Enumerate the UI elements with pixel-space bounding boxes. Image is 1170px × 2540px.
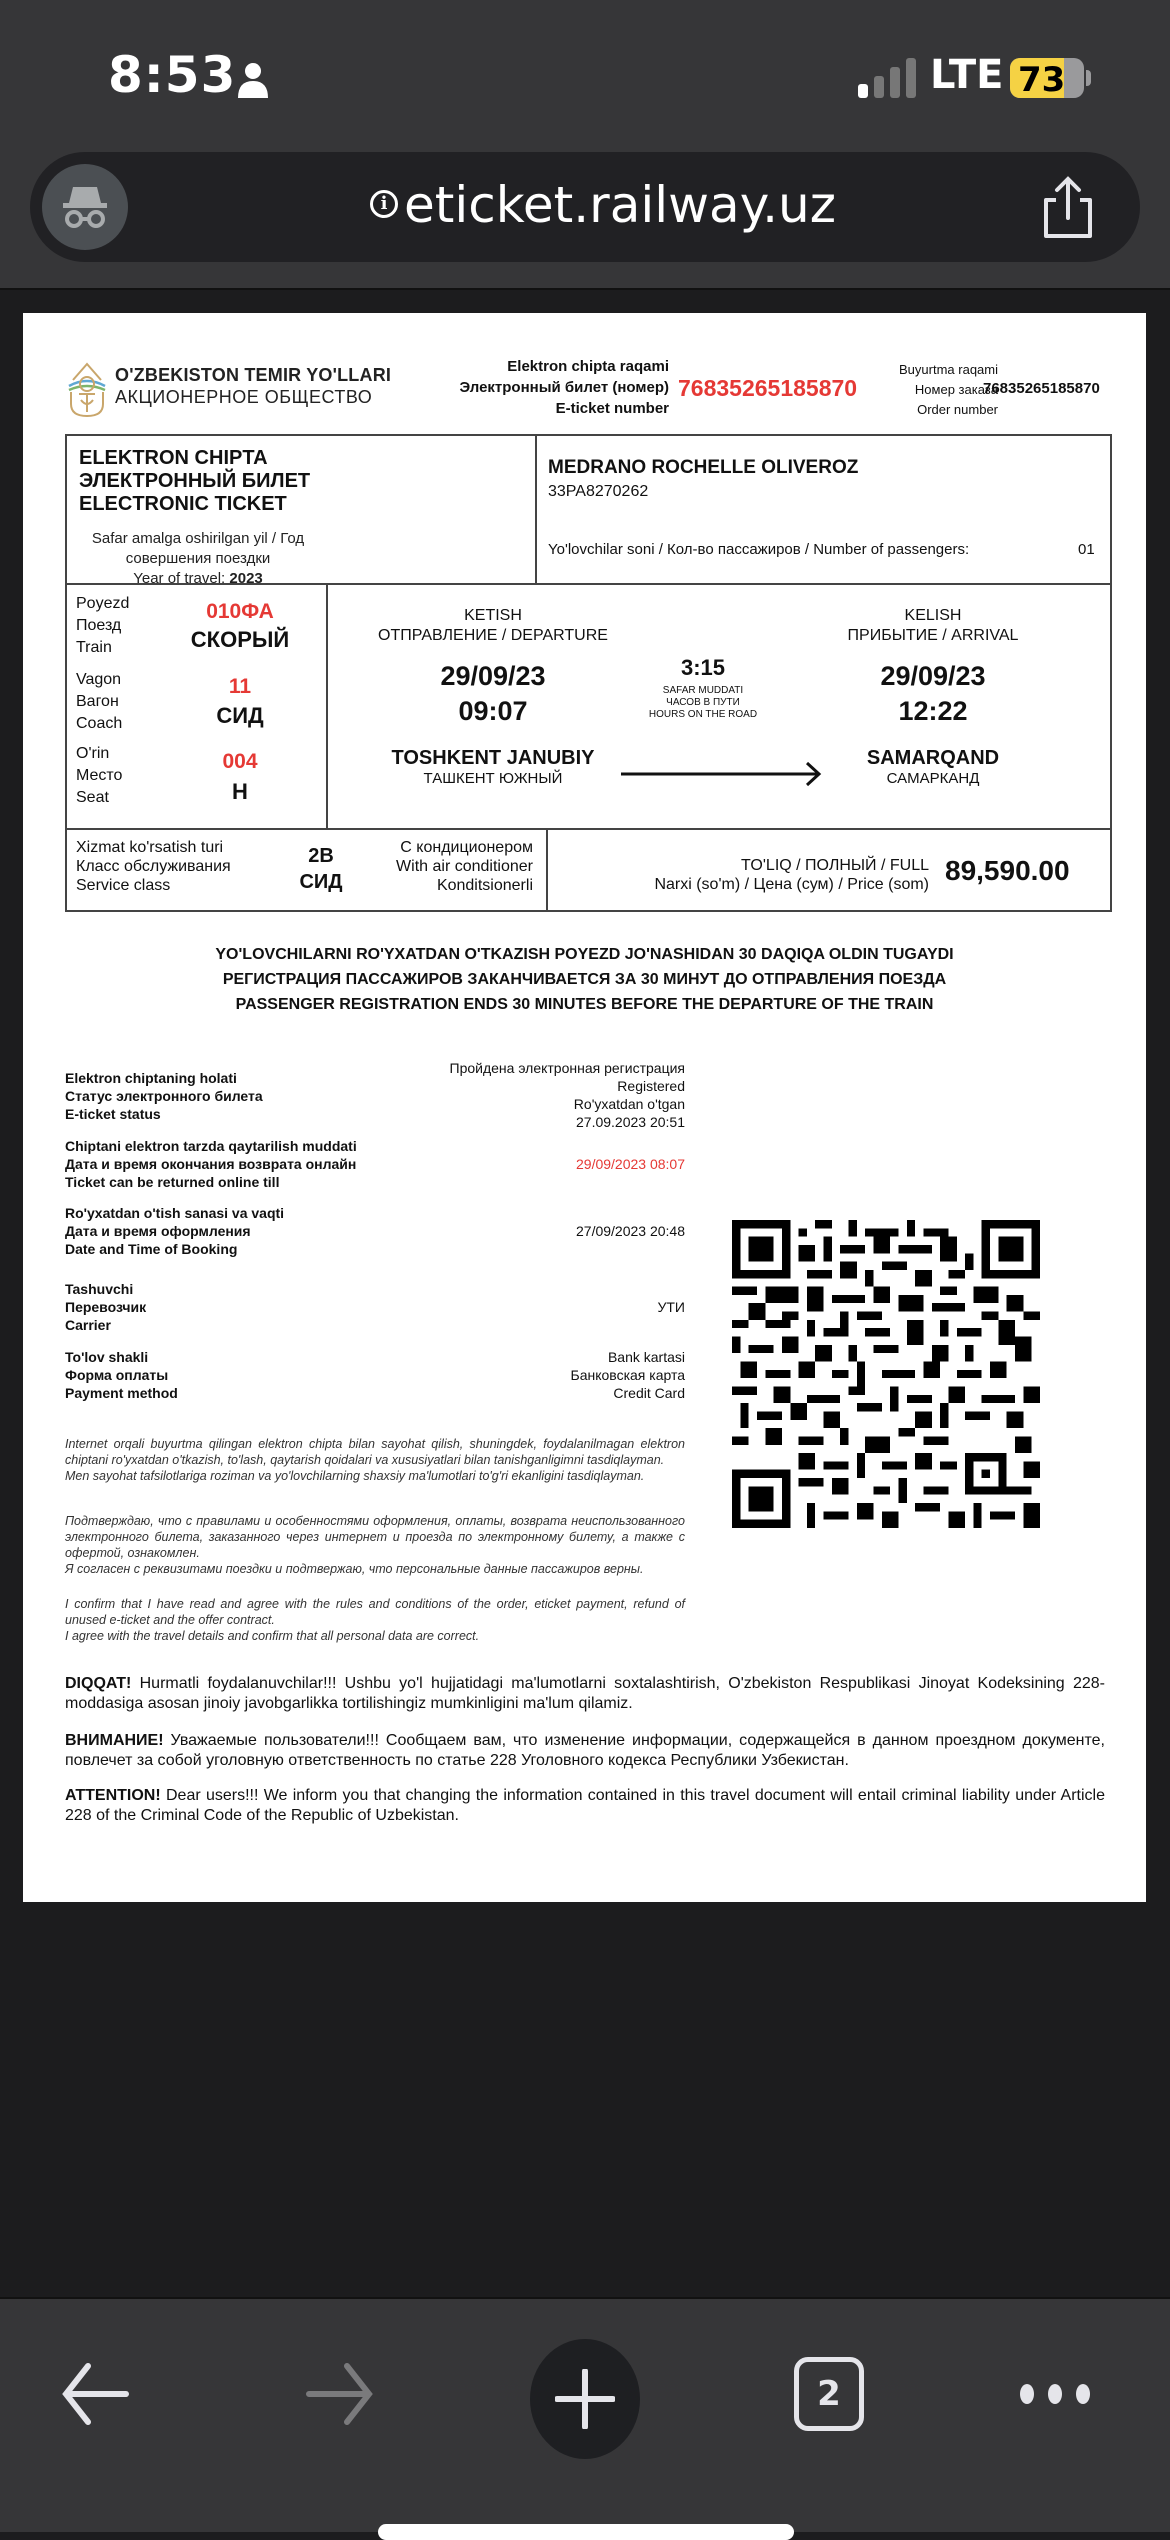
forward-arrow-icon	[305, 2362, 375, 2426]
route-arrow-icon	[619, 759, 823, 789]
status-time: 8:53	[108, 46, 237, 104]
passengers-count: 01	[1078, 541, 1095, 558]
arrival-head-uz: KELISH	[904, 607, 962, 624]
passenger-name: MEDRANO ROCHELLE OLIVEROZ	[548, 457, 859, 478]
departure-block	[353, 606, 633, 787]
departure-date: 29/09/23	[440, 661, 546, 691]
coach-type: СИД	[216, 703, 264, 728]
info-icon[interactable]: i	[370, 190, 398, 218]
departure-time: 09:07	[458, 696, 528, 726]
year-label: Safar amalga oshirilgan yil / Год совершения поездки	[91, 530, 305, 567]
fare-type: TO'LIQ / ПОЛНЫЙ / FULL	[740, 857, 929, 874]
eticket-status-row: Elektron chiptaning holati Статус электронного билета E-ticket status Пройдена электронная регистрация Registered Ro'yxatdan o'tgan 27.09.2023 20:51	[65, 1060, 685, 1130]
incognito-icon[interactable]	[42, 164, 128, 250]
duration-label-uz: SAFAR MUDDATI	[662, 685, 744, 696]
label-en: E-ticket number	[555, 400, 669, 417]
price-value: 89,590.00	[945, 855, 1070, 886]
train-number: 010ФА	[206, 600, 274, 623]
coach-label: Vagon Вагон Coach	[76, 671, 123, 732]
refund-deadline-value: 29/09/2023 08:07	[576, 1156, 685, 1172]
arrival-head: ПРИБЫТИЕ / ARRIVAL	[847, 627, 1019, 644]
url-value: eticket.railway.uz	[404, 176, 836, 234]
forward-button[interactable]	[285, 2339, 395, 2449]
label-uz: Elektron chipta raqami	[507, 358, 669, 375]
eticket-document	[23, 313, 1146, 1902]
refund-deadline-row: Chiptani elektron tarzda qaytarilish muddati Дата и время окончания возврата онлайн Ticket can be returned online till 29/09/2023 08:07	[65, 1138, 685, 1190]
carrier-row: Tashuvchi Перевозчик Carrier УТИ	[65, 1281, 685, 1333]
seat-number: 004	[222, 750, 258, 773]
org-name: O'ZBEKISTON TEMIR YO'LLARI	[115, 365, 392, 385]
label-en: Order number	[917, 402, 998, 417]
train-label: Poyezd Поезд Train	[76, 595, 130, 656]
battery-tip	[1086, 70, 1091, 86]
tabs-count: 2	[817, 2374, 841, 2414]
year-of-travel	[63, 529, 333, 589]
service-class-value: 2В СИД	[299, 845, 343, 893]
legal-en: I confirm that I have read and agree with the rules and conditions of the order, eticket payment, refund of unused e-ticket and the offer contract. I agree with the travel details and confirm that all personal data are correct.	[65, 1597, 685, 1643]
warning-en: ATTENTION! Dear users!!! We inform you that changing the information contained in this travel document will entail criminal liability under Article 228 of the Criminal Code of the Republic of Uzbekistan.	[65, 1787, 1105, 1824]
org-subtitle: АКЦИОНЕРНОЕ ОБЩЕСТВО	[115, 387, 373, 407]
label-uz: Buyurtma raqami	[899, 362, 998, 377]
air-conditioner-info: С кондиционером With air conditioner Konditsionerli	[396, 839, 533, 894]
departure-head-uz: KETISH	[464, 607, 522, 624]
departure-station: TOSHKENT JANUBIY	[391, 747, 595, 769]
new-tab-button[interactable]	[530, 2339, 640, 2459]
eticket-number: 76835265185870	[678, 375, 858, 401]
tabs-icon	[794, 2357, 864, 2431]
arrival-date: 29/09/23	[880, 661, 986, 691]
year-label-en: Year of travel:	[133, 570, 230, 587]
arrival-time: 12:22	[898, 696, 968, 726]
back-arrow-icon	[60, 2362, 130, 2426]
arrival-station-ru: САМАРКАНД	[886, 770, 980, 787]
carrier-value: УТИ	[657, 1299, 685, 1315]
seat-label: O'rin Место Seat	[76, 745, 123, 806]
address-bar[interactable]	[30, 152, 1140, 262]
registration-notice: YO'LOVCHILARNI RO'YXATDAN O'TKAZISH POYEZD JO'NASHIDAN 30 DAQIQA OLDIN TUGAYDI РЕГИСТРАЦИЯ ПАССАЖИРОВ ЗАКАНЧИВАЕТСЯ ЗА 30 МИНУТ ДО ОТПРАВЛЕНИЯ ПОЕЗДА PASSENGER REGISTRATION ENDS 30 MINUTES BEFORE THE DEPARTURE OF THE TRAIN	[215, 946, 954, 1013]
booking-date-value: 27/09/2023 20:48	[576, 1223, 685, 1239]
order-number: 76835265185870	[983, 380, 1100, 397]
coach-number: 11	[228, 675, 252, 698]
title-uz: ELEKTRON CHIPTA	[79, 447, 268, 469]
service-class-label: Xizmat ko'rsatish turi Класс обслуживания Service class	[76, 839, 231, 894]
label-ru: Номер заказа	[914, 382, 998, 397]
departure-head: ОТПРАВЛЕНИЕ / DEPARTURE	[378, 627, 608, 644]
home-indicator[interactable]	[378, 2524, 794, 2540]
browser-bottom-toolbar	[0, 2297, 1170, 2532]
more-icon	[1015, 2382, 1095, 2406]
passenger-document: 33PA8270262	[548, 483, 649, 500]
duration-label-en: HOURS ON THE ROAD	[648, 709, 758, 720]
title-ru: ЭЛЕКТРОННЫЙ БИЛЕТ	[79, 470, 311, 492]
title-en: ELECTRONIC TICKET	[79, 493, 287, 515]
more-button[interactable]	[1000, 2339, 1110, 2449]
battery-icon	[1010, 58, 1084, 98]
seat-type: Н	[232, 779, 248, 804]
arrival-block	[803, 606, 1063, 787]
booking-date-row: Ro'yxatdan o'tish sanasi va vaqti Дата и время оформления Date and Time of Booking 27/09/2023 20:48	[65, 1205, 685, 1257]
person-icon	[236, 62, 270, 98]
passengers-label: Yo'lovchilar soni / Кол-во пассажиров / Number of passengers:	[548, 541, 970, 558]
warning-ru: ВНИМАНИЕ! Уважаемые пользователи!!! Сообщаем вам, что изменение информации, содержащейся в данном проездном документе, повлечет за собой уголовную ответственность по статье 228 Уголовного кодекса Республики Узбекистан.	[65, 1732, 1105, 1769]
url-text[interactable]	[370, 176, 836, 234]
tabs-button[interactable]	[774, 2339, 884, 2449]
back-button[interactable]	[40, 2339, 150, 2449]
duration-label-ru: ЧАСОВ В ПУТИ	[666, 697, 740, 708]
qr-code-icon	[732, 1220, 1040, 1528]
departure-station-ru: ТАШКЕНТ ЮЖНЫЙ	[423, 770, 563, 787]
plus-icon	[555, 2369, 615, 2429]
battery-level: 73	[1018, 60, 1066, 98]
browser-top-bar	[0, 0, 1170, 290]
railway-logo-icon	[65, 360, 109, 418]
train-type: СКОРЫЙ	[190, 627, 290, 652]
arrival-station: SAMARQAND	[866, 747, 1000, 769]
duration-block	[623, 655, 783, 721]
year-value: 2023	[229, 570, 263, 587]
label-ru: Электронный билет (номер)	[459, 379, 669, 396]
ticket-title	[79, 447, 310, 516]
legal-uz: Internet orqali buyurtma qilingan elektron chipta bilan sayohat qilish, shuningdek, foydalanilmagan elektron chiptani ro'yxatdan o'tkazish, to'lash, qaytarish qoidalari va xususiyatlari bilan tanishganligimni tasdiqlayman. Men sayohat tafsilotlariga roziman va yo'lovchilarning shaxsiy ma'lumotlari to'g'ri ekanligini tasdiqlayman.	[65, 1437, 685, 1483]
legal-ru: Подтверждаю, что с правилами и особенностями оформления, оплаты, возврата неиспользованного электронного билета, заказанного через интернет и проезда по электронному билету, а также с офертой, ознакомлен. Я согласен с реквизитами поездки и подтвержаю, что персональные данные пассажиров верны.	[65, 1514, 685, 1576]
payment-method-row: To'lov shakli Форма оплаты Payment method Bank kartasi Банковская карта Credit Card	[65, 1349, 685, 1401]
price-label-text: Narxi (so'm) / Цена (сум) / Price (som)	[654, 876, 929, 893]
duration-value: 3:15	[680, 655, 726, 680]
eticket-number-label	[459, 356, 669, 419]
share-icon[interactable]	[1040, 176, 1096, 240]
price-label	[654, 856, 929, 894]
network-type: LTE	[930, 52, 1004, 98]
warning-uz: DIQQAT! Hurmatli foydalanuvchilar!!! Ushbu yo'l hujjatidagi ma'lumotlarni soxtalashtirish, O'zbekiston Respublikasi Jinoyat Kodeksining 228-moddasiga asosan jinoiy javobgarlikka tortilishingiz mumkinligini ma'lum qilamiz.	[65, 1675, 1105, 1712]
cellular-signal-icon	[858, 58, 916, 98]
